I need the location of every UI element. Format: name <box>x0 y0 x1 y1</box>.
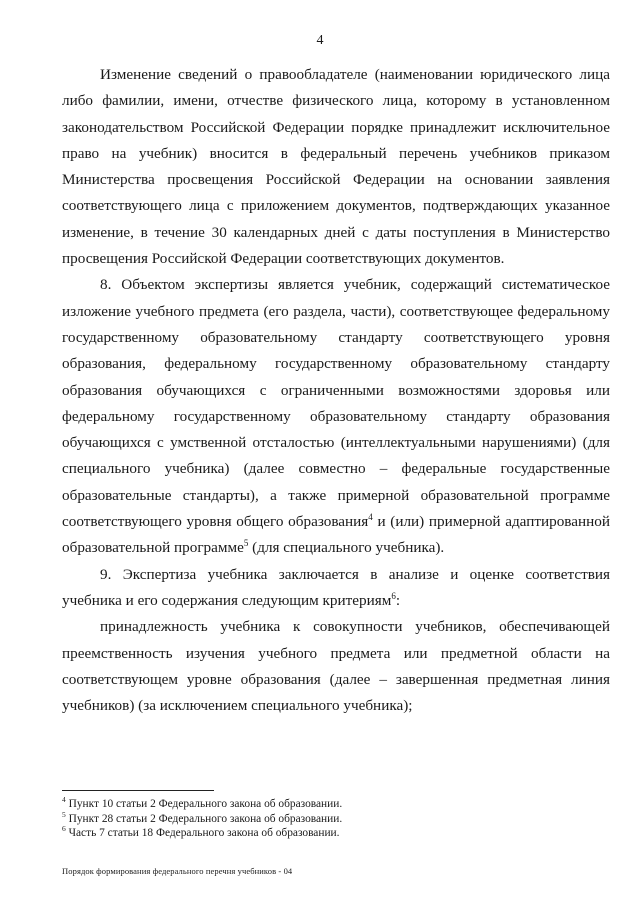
footnote-marker-4: 4 <box>62 795 66 805</box>
paragraph-item-9-text-end: : <box>395 591 401 609</box>
footnote-ref-6[interactable]: 6 <box>391 590 396 601</box>
footnotes <box>62 797 602 841</box>
body-text <box>62 62 610 719</box>
footnote-6-text: Часть 7 статьи 18 Федерального закона об образовании. <box>65 827 340 839</box>
footnote-5-text: Пункт 28 статьи 2 Федерального закона об образовании. <box>65 812 343 825</box>
paragraph-item-8-text-end: (для специального учебника). <box>248 539 445 557</box>
paragraph-item-8-text-middle: и (или) примерной адаптированной образовательной программе <box>62 513 610 557</box>
paragraph-item-8 <box>62 272 610 561</box>
paragraph-criterion-1: принадлежность учебника к совокупности учебников, обеспечивающей преемственность изучения учебного предмета или предметной области на соответствующем уровне образования (далее – завершенная предметная линия учебников) (за исключением специального учебника); <box>62 618 610 715</box>
paragraph-item-9 <box>62 562 610 615</box>
paragraph-item-9-text: 9. Экспертиза учебника заключается в анализе и оценке соответствия учебника и его содержания следующим критериям <box>62 565 610 609</box>
page-number: 4 <box>316 33 324 48</box>
page-footer: Порядок формирования федерального перечня учебников - 04 <box>62 866 293 876</box>
footnote-ref-4[interactable]: 4 <box>368 511 373 522</box>
footnote-ref-5[interactable]: 5 <box>243 538 249 549</box>
footnote-separator <box>62 790 214 791</box>
footnote-4-text: Пункт 10 статьи 2 Федерального закона об образовании. <box>65 798 343 810</box>
footnote-6 <box>62 826 602 841</box>
paragraph-item-8-text: 8. Объектом экспертизы является учебник, содержащий систематическое изложение учебного предмета (его раздела, части), соответствующее федеральному государственному образовательному стандарту соответствующего уровня образования, федеральному государственному образовательному стандарту образования обучающихся с ограниченными возможностями здоровья или федеральному государственному образовательному стандарту образования обучающихся с умственной отсталостью (интеллектуальными нарушениями) (для специального учебника) (далее совместно – федеральные государственные образовательные стандарты), а также примерной образовательной программе соответствующего уровня общего образования <box>62 276 610 531</box>
footnote-5 <box>62 809 602 827</box>
paragraph-rightholder-change: Изменение сведений о правообладателе (наименовании юридического лица либо фамилии, имени, отчестве физического лица, которому в установленном законодательством Российской Федерации порядке принадлежит исключительное право на учебник) вносится в федеральный перечень учебников приказом Министерства просвещения Российской Федерации на основании заявления соответствующего лица с приложением документов, подтверждающих указанное изменение, в течение 30 календарных дней с даты поступления в Министерство просвещения Российской Федерации соответствующих документов. <box>62 66 610 268</box>
footnote-marker-6: 6 <box>62 824 66 834</box>
footnote-4 <box>62 797 602 812</box>
footnote-marker-5: 5 <box>62 809 66 819</box>
